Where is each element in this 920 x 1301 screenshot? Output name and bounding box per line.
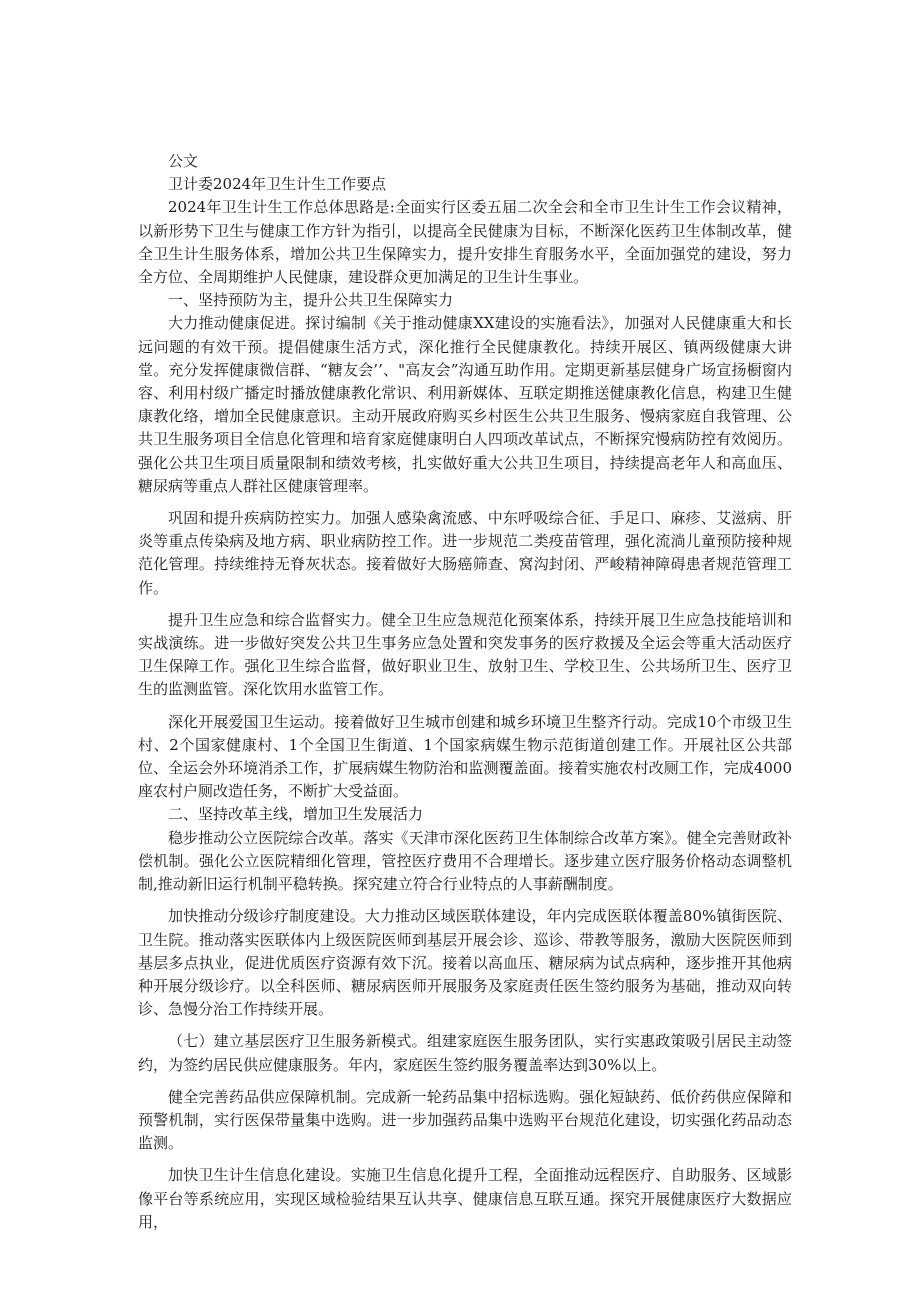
paragraph-tiered-diagnosis: 加快推动分级诊疗制度建设。大力推动区域医联体建设，年内完成医联体覆盖80%镇街医院、卫生院。推动落实医联体内上级医院医师到基层开展会诊、巡诊、带教等服务，激励大医院医师到基层多点执业，促进优质医疗资源有效下沉。接着以高血压、糖尿病为试点病种，逐步推开其他病种开展分级诊疗。以全科医师、糖尿病医师开展服务及家庭责任医生签约服务为基础，推动双向转诊、急慢分治工作持续开展。	[138, 907, 792, 1019]
paragraph-disease-control: 巩固和提升疾病防控实力。加强人感染禽流感、中东呼吸综合征、手足口、麻疹、艾滋病、肝炎等重点传染病及地方病、职业病防控工作。进一步规范二类疫苗管理，强化流淌儿童预防接种规范化管理。持续维持无脊灰状态。接着做好大肠癌筛查、窝沟封闭、严峻精神障碍患者规范管理工作。	[138, 509, 792, 597]
paragraph-primary-care-model: （七）建立基层医疗卫生服务新模式。组建家庭医生服务团队，实行实惠政策吸引居民主动签约，为签约居民供应健康服务。年内，家庭医生签约服务覆盖率达到30%以上。	[138, 1032, 792, 1074]
paragraph-emergency-supervision: 提升卫生应急和综合监督实力。健全卫生应急规范化预案体系，持续开展卫生应急技能培训和实战演练。进一步做好突发公共卫生事务应急处置和突发事务的医疗救援及全运会等重大活动医疗卫生保障工作。强化卫生综合监督，做好职业卫生、放射卫生、学校卫生、公共场所卫生、医疗卫生的监测监管。深化饮用水监管工作。	[138, 610, 792, 699]
section-heading-1: 一、坚持预防为主，提升公共卫生保障实力	[168, 291, 454, 310]
paragraph-informatization: 加快卫生计生信息化建设。实施卫生信息化提升工程，全面推动远程医疗、自助服务、区域影像平台等系统应用，实现区域检验结果互认共享、健康信息互联互通。探究开展健康医疗大数据应用，	[138, 1166, 792, 1231]
paragraph-patriotic-health: 深化开展爱国卫生运动。接着做好卫生城市创建和城乡环境卫生整齐行动。完成10个市级卫生村、2个国家健康村、1个全国卫生街道、1个国家病媒生物示范街道创建工作。开展社区公共部位、全运会外环境消杀工作，扩展病媒生物防治和监测覆盖面。接着实施农村改厕工作，完成4000座农村户厕改造任务，不断扩大受益面。	[138, 712, 792, 801]
document-page	[138, 150, 792, 1243]
doc-label: 公文	[168, 152, 199, 170]
doc-title: 卫计委2024年卫生计生工作要点	[168, 175, 387, 194]
paragraph-hospital-reform: 稳步推动公立医院综合改革。落实《天津市深化医药卫生体制综合改革方案》。健全完善财政补偿机制。强化公立医院精细化管理，管控医疗费用不合理增长。逐步建立医疗服务价格动态调整机制,推动新旧运行机制平稳转换。探究建立符合行业特点的人事薪酬制度。	[138, 828, 792, 894]
intro-paragraph: 2024年卫生计生工作总体思路是:全面实行区委五届二次全会和全市卫生计生工作会议精神，以新形势下卫生与健康工作方针为指引，以提高全民健康为目标，不断深化医药卫生体制改革，健全卫生计生服务体系，增加公共卫生保障实力，提升安排生育服务水平，全面加强党的建设，努力全方位、全周期维护人民健康，建设群众更加满足的卫生计生事业。	[138, 198, 792, 287]
section-heading-2: 二、坚持改革主线，增加卫生发展活力	[168, 805, 424, 824]
paragraph-health-promotion: 大力推动健康促进。探讨编制《关于推动健康XX建设的实施看法》，加强对人民健康重大和长远问题的有效干预。提倡健康生活方式，深化推行全民健康教化。持续开展区、镇两级健康大讲堂。充分发挥健康微信群、“糖友会’’、"高友会”沟通互助作用。定期更新基层健身广场宣扬橱窗内容、利用村级广播定时播放健康教化常识、利用新媒体、互联定期推送健康教化信息，构建卫生健康教化络，增加全民健康意识。主动开展政府购买乡村医生公共卫生服务、慢病家庭自我管理、公共卫生服务项目全信息化管理和培育家庭健康明白人四项改革试点，不断探究慢病防控有效阅历。强化公共卫生项目质量限制和绩效考核，扎实做好重大公共卫生项目，持续提高老年人和高血压、糖尿病等重点人群社区健康管理率。	[138, 314, 792, 495]
paragraph-drug-supply: 健全完善药品供应保障机制。完成新一轮药品集中招标选购。强化短缺药、低价药供应保障和预警机制，实行医保带量集中选购。进一步加强药品集中选购平台规范化建设，切实强化药品动态监测。	[138, 1087, 792, 1153]
